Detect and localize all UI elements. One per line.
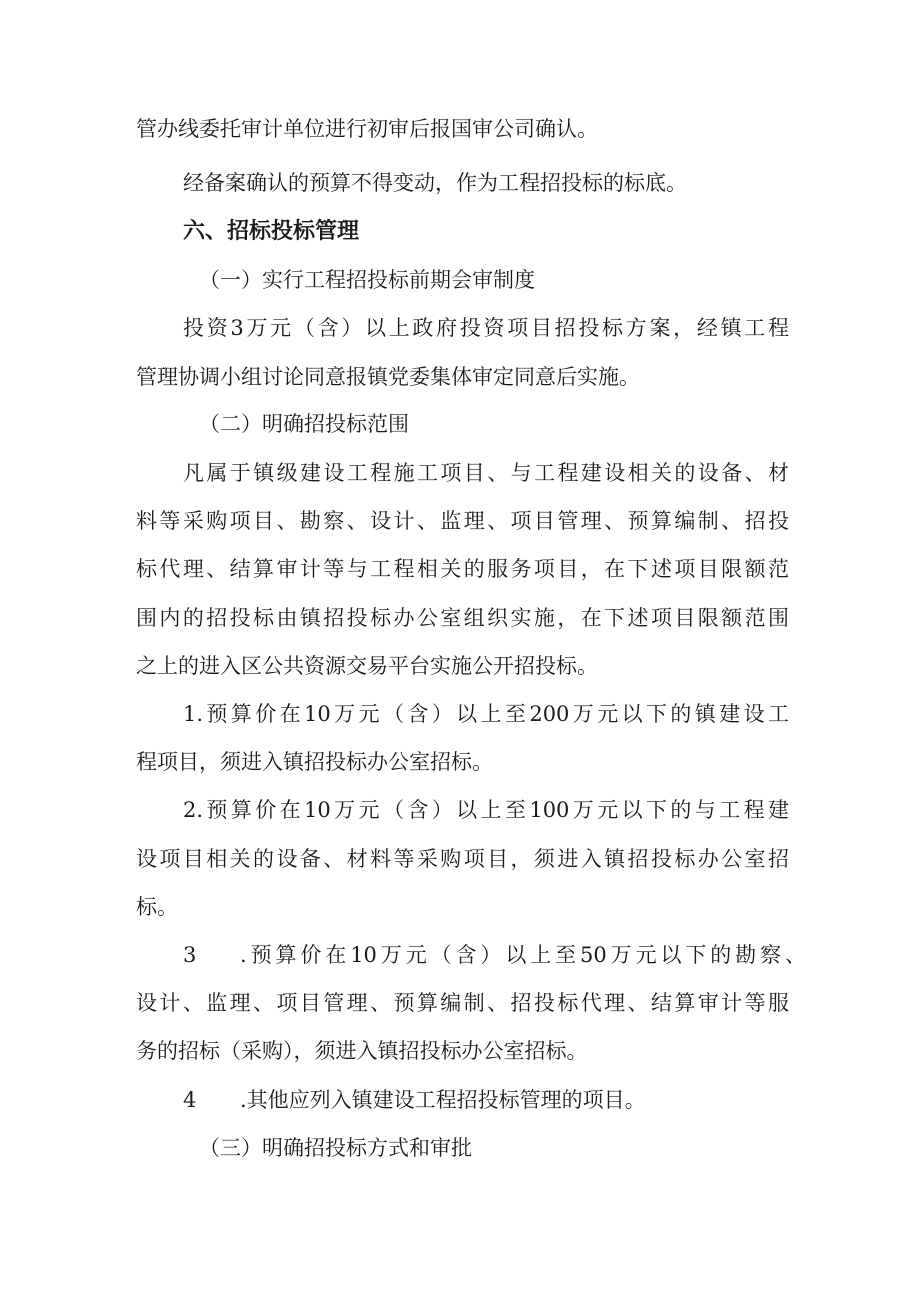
list-number: 3 bbox=[183, 943, 197, 967]
list-item-line: .其他应列入镇建设工程招投标管理的项目。 bbox=[240, 1088, 646, 1112]
paragraph-line: 凡属于镇级建设工程施工项目、与工程建设相关的设备、材 bbox=[183, 461, 789, 485]
list-item-line: 1.预算价在10万元（含）以上至200万元以下的镇建设工 bbox=[183, 702, 789, 726]
list-item-line: 设计、监理、项目管理、预算编制、招投标代理、结算审计等服 bbox=[136, 991, 789, 1015]
list-item-line: 设项目相关的设备、材料等采购项目，须进入镇招投标办公室招 bbox=[136, 847, 789, 871]
list-item-line: 务的招标（采购），须进入镇招投标办公室招标。 bbox=[136, 1039, 588, 1063]
paragraph-line: 管理协调小组讨论同意报镇党委集体审定同意后实施。 bbox=[136, 365, 640, 389]
list-item-line: 2.预算价在10万元（含）以上至100万元以下的与工程建 bbox=[183, 798, 789, 822]
subsection-heading: （三）明确招投标方式和审批 bbox=[199, 1136, 472, 1160]
paragraph-line: 标代理、结算审计等与工程相关的服务项目，在下述项目限额范 bbox=[136, 557, 789, 581]
paragraph-line: 围内的招投标由镇招投标办公室组织实施，在下述项目限额范围 bbox=[136, 606, 789, 630]
subsection-heading: （二）明确招投标范围 bbox=[199, 412, 409, 436]
list-item-line: 标。 bbox=[136, 895, 178, 919]
list-item-line: .预算价在10万元（含）以上至50万元以下的勘察、 bbox=[240, 943, 806, 967]
paragraph-line: 之上的进入区公共资源交易平台实施公开招投标。 bbox=[136, 654, 598, 678]
list-number: 4 bbox=[183, 1088, 197, 1112]
list-item-line: 程项目，须进入镇招投标办公室招标。 bbox=[136, 750, 493, 774]
paragraph-line: 管办线委托审计单位进行初审后报国审公司确认。 bbox=[136, 117, 598, 141]
subsection-heading: （一）实行工程招投标前期会审制度 bbox=[199, 268, 535, 292]
paragraph-line: 料等采购项目、勘察、设计、监理、项目管理、预算编制、招投 bbox=[136, 509, 789, 533]
paragraph-line: 投资3万元（含）以上政府投资项目招投标方案，经镇工程 bbox=[183, 316, 789, 340]
section-heading: 六、招标投标管理 bbox=[183, 219, 360, 244]
paragraph-line: 经备案确认的预算不得变动，作为工程招投标的标底。 bbox=[183, 171, 687, 195]
